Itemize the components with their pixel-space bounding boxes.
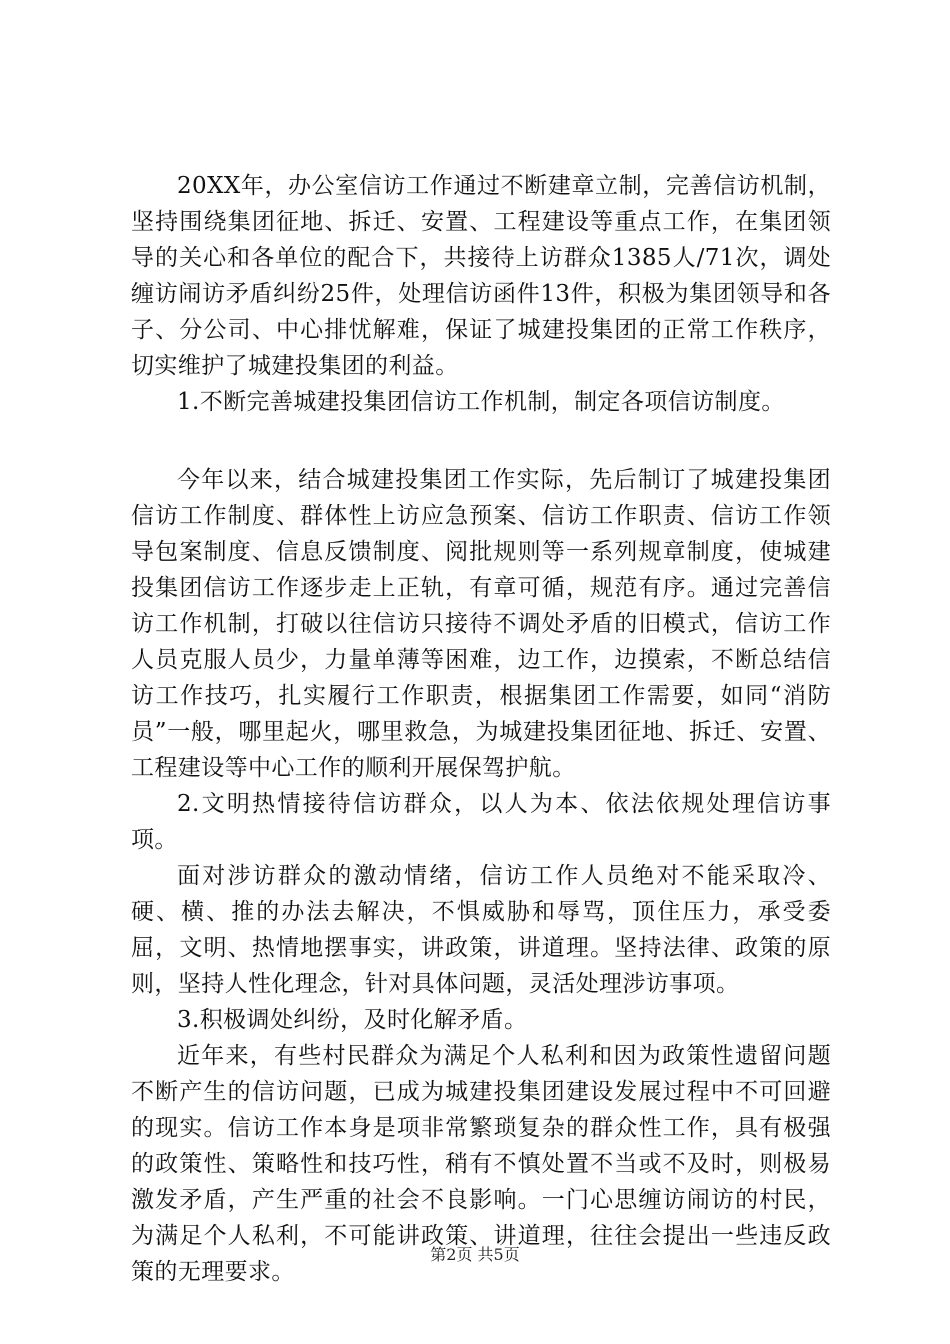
- paragraph-summary: 20XX年，办公室信访工作通过不断建章立制，完善信访机制，坚持围绕集团征地、拆迁、安置、工程建设等重点工作，在集团领导的关心和各单位的配合下，共接待上访群众1385人/71次，调处缠访闹访矛盾纠纷25件，处理信访函件13件，积极为集团领导和各子、分公司、中心排忧解难，保证了城建投集团的正常工作秩序，切实维护了城建投集团的利益。: [131, 173, 831, 379]
- section-heading-3: 3.积极调处纠纷，及时化解矛盾。: [177, 1007, 528, 1033]
- section-heading-1: 1.不断完善城建投集团信访工作机制，制定各项信访制度。: [177, 389, 785, 415]
- paragraph-section-3: 近年来，有些村民群众为满足个人私利和因为政策性遗留问题不断产生的信访问题，已成为城建投集团建设发展过程中不可回避的现实。信访工作本身是项非常繁琐复杂的群众性工作，具有极强的政策性、策略性和技巧性，稍有不慎处置不当或不及时，则极易激发矛盾，产生严重的社会不良影响。一门心思缠访闹访的村民，为满足个人私利，不可能讲政策、讲道理，往往会提出一些违反政策的无理要求。: [131, 1043, 831, 1285]
- paragraph-section-2: 面对涉访群众的激动情绪，信访工作人员绝对不能采取冷、硬、横、推的办法去解决，不惧威胁和辱骂，顶住压力，承受委屈，文明、热情地摆事实，讲政策，讲道理。坚持法律、政策的原则，坚持人性化理念，针对具体问题，灵活处理涉访事项。: [131, 863, 831, 997]
- paragraph-gap: [131, 420, 831, 462]
- section-heading-2: 2.文明热情接待信访群众，以人为本、依法依规处理信访事项。: [131, 791, 831, 853]
- document-body: [131, 168, 831, 1290]
- page-number-footer: 第2页 共5页: [430, 1245, 520, 1264]
- paragraph-section-1: 今年以来，结合城建投集团工作实际，先后制订了城建投集团信访工作制度、群体性上访应急预案、信访工作职责、信访工作领导包案制度、信息反馈制度、阅批规则等一系列规章制度，使城建投集团信访工作逐步走上正轨，有章可循，规范有序。通过完善信访工作机制，打破以往信访只接待不调处矛盾的旧模式，信访工作人员克服人员少，力量单薄等困难，边工作，边摸索，不断总结信访工作技巧，扎实履行工作职责，根据集团工作需要，如同“消防员”一般，哪里起火，哪里救急，为城建投集团征地、拆迁、安置、工程建设等中心工作的顺利开展保驾护航。: [131, 467, 831, 781]
